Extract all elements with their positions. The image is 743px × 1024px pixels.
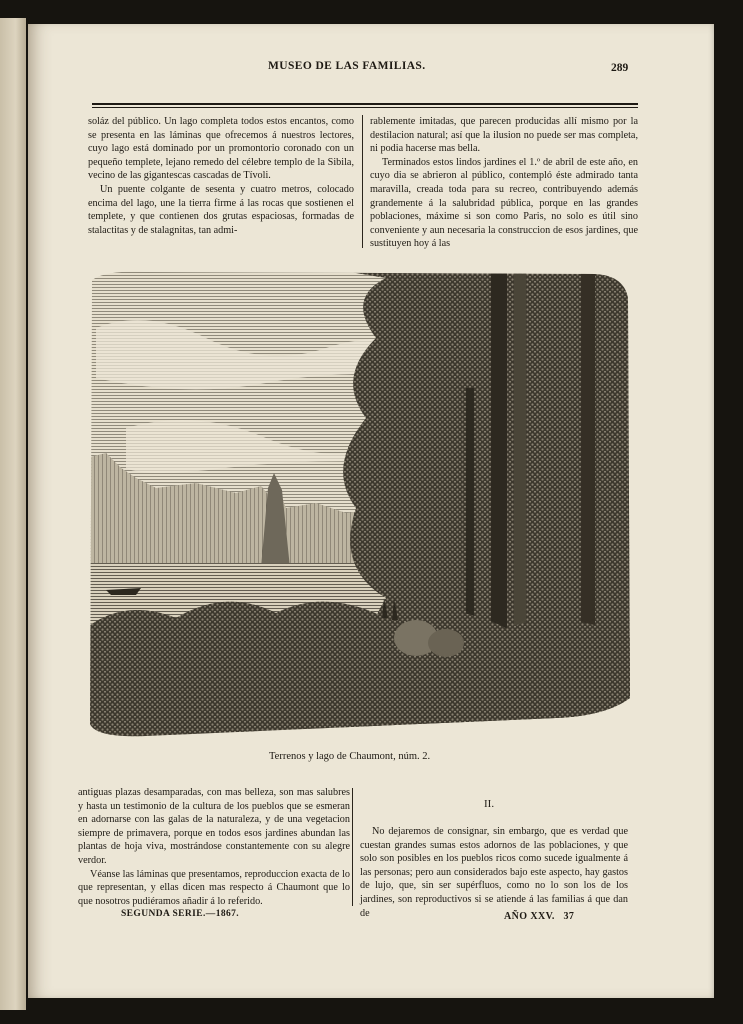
- column-divider: [362, 115, 363, 248]
- header-rule-thin: [92, 107, 638, 108]
- text-column-bottom-left: [78, 786, 350, 908]
- running-head: MUSEO DE LAS FAMILIAS.: [268, 60, 426, 72]
- figure-caption: Terrenos y lago de Chaumont, núm. 2.: [269, 751, 431, 762]
- paragraph: rablemente imitadas, que parecen producidas allí mismo por la destilacion natural; así que la ilusion no puede ser mas completa, ni podia hacerse mas bella.: [370, 116, 638, 155]
- paragraph: Un puente colgante de sesenta y cuatro metros, colocado encima del lago, une la tierra firme á las rocas que sostienen el templete, y que contienen dos grutas espaciosas, formadas de stalactitas y de stalagnitas, tan admi-: [88, 183, 354, 236]
- facing-page-edge: [0, 18, 26, 1010]
- footer-year: AÑO XXV.: [504, 911, 555, 922]
- paragraph: Terminados estos lindos jardines el 1.º de abril de este año, en cuyo dia se abrieron al público, contempló éste admirado tanta maravilla, creada toda para su recreo, contribuyendo además grandemente á la salubridad pública, porque en las grandes poblaciones, máxime si son como Paris, no solo es útil sino conveniente y aun necesaria la construccion de esos jardines, que sustituyen hoy á las: [370, 156, 638, 250]
- paragraph: soláz del público. Un lago completa todos estos encantos, como se presenta en las láminas que ofrecemos á nuestros lectores, cuyo lago está dominado por un promontorio coronado con un pequeño templete, lejano remedo del célebre templo de la Sibila, vecino de las gigantescas cascadas de Tívoli.: [88, 116, 354, 182]
- page-number: 289: [611, 62, 629, 74]
- footer-series: SEGUNDA SERIE.—1867.: [121, 909, 240, 919]
- text-column-top-left: [88, 115, 354, 237]
- column-divider: [352, 788, 353, 906]
- paragraph: Véanse las láminas que presentamos, reproduccion exacta de lo que representan, y ellas dicen mas respecto á Chaumont que lo que nosotros pudiéramos añadir á lo referido.: [78, 868, 350, 907]
- text-column-top-right: [370, 115, 638, 251]
- section-heading: II.: [484, 798, 495, 810]
- text-column-bottom-right: [360, 825, 628, 920]
- paragraph: No dejaremos de consignar, sin embargo, que es verdad que cuestan grandes sumas estos adornos de las poblaciones, y que solo son posibles en los pueblos ricos como sucede igualmente á las personas; pero aun considerados bajo este aspecto, hay gastos de lujo, que, sin ser supérfluos, como no lo son los de los jardines, son reproductivos si se atiende á las familias á que dan de: [360, 826, 628, 919]
- paragraph: antiguas plazas desamparadas, con mas belleza, son mas salubres y hasta un testimonio de la cultura de los pueblos que se esmeran en adornarse con las galas de la naturaleza, y de una vegetacion siempre de primavera, porque en todos esos jardines abundan las plantas de hoja viva, mostrándose constantemente con su alegre verdor.: [78, 787, 350, 866]
- header-rule: [92, 103, 638, 105]
- footer-signature-mark: 37: [563, 911, 575, 922]
- engraving-illustration: [86, 268, 631, 738]
- footer-year-signature: [504, 911, 574, 922]
